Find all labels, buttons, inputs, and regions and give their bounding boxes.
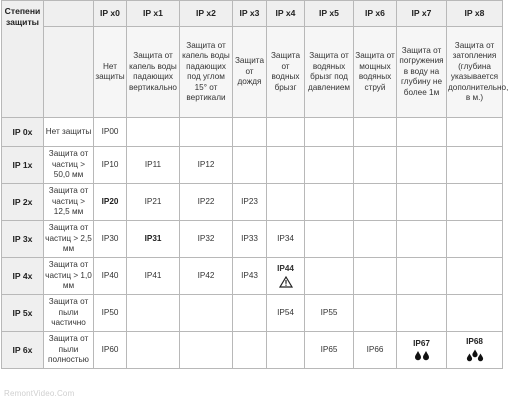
ip-cell	[267, 184, 305, 221]
corner-header: Степени защиты	[2, 1, 44, 118]
row-label: IP 0x	[2, 118, 44, 147]
ip-cell	[305, 118, 354, 147]
ip-cell	[305, 221, 354, 258]
ip-cell-ip68	[447, 332, 503, 369]
ip-cell	[354, 258, 397, 295]
row-desc: Защита от частиц > 1,0 мм	[44, 258, 94, 295]
ip-cell	[354, 221, 397, 258]
row-label: IP 4x	[2, 258, 44, 295]
table-row	[2, 295, 503, 332]
ip-cell: IP00	[94, 118, 127, 147]
ip68-label: IP68	[466, 337, 483, 347]
ip-cell	[127, 332, 180, 369]
ip-cell	[447, 221, 503, 258]
ip-cell: IP20	[94, 184, 127, 221]
warning-triangle-icon	[279, 276, 293, 288]
table-row	[2, 221, 503, 258]
ip-cell-ip44	[267, 258, 305, 295]
col-header: IP x5	[305, 1, 354, 27]
ip-cell	[397, 118, 447, 147]
ip-cell	[305, 184, 354, 221]
ip-cell	[180, 332, 233, 369]
ip-cell	[127, 118, 180, 147]
ip-cell	[180, 295, 233, 332]
ip-cell: IP10	[94, 147, 127, 184]
col-header: IP x3	[233, 1, 267, 27]
col-header: IP x0	[94, 1, 127, 27]
table-row	[2, 147, 503, 184]
ip-cell	[267, 147, 305, 184]
ip-cell	[354, 147, 397, 184]
ip-cell: IP31	[127, 221, 180, 258]
ip-cell	[305, 147, 354, 184]
ip-cell: IP66	[354, 332, 397, 369]
col-header: IP x4	[267, 1, 305, 27]
ip-cell: IP33	[233, 221, 267, 258]
col-header: IP x7	[397, 1, 447, 27]
ip-cell: IP34	[267, 221, 305, 258]
ip-cell: IP41	[127, 258, 180, 295]
ip-cell	[447, 118, 503, 147]
ip67-label: IP67	[413, 338, 430, 348]
table-row	[2, 332, 503, 369]
ip-cell-ip67	[397, 332, 447, 369]
two-drops-icon	[413, 350, 431, 361]
ip-cell	[447, 295, 503, 332]
row-desc: Защита от частиц > 50,0 мм	[44, 147, 94, 184]
col-header: IP x1	[127, 1, 180, 27]
ip-cell	[447, 258, 503, 295]
ip-cell	[397, 184, 447, 221]
ip-cell	[127, 295, 180, 332]
ip-cell: IP54	[267, 295, 305, 332]
ip-cell	[397, 147, 447, 184]
ip-cell	[397, 258, 447, 295]
ip-cell	[354, 184, 397, 221]
ip-cell	[447, 184, 503, 221]
ip-cell	[267, 332, 305, 369]
table-row	[2, 258, 503, 295]
row-desc: Защита от частиц > 12,5 мм	[44, 184, 94, 221]
row-label: IP 2x	[2, 184, 44, 221]
ip-cell: IP50	[94, 295, 127, 332]
col-desc: Защита от затопления (глубина указывается дополнительно, в м.)	[447, 27, 503, 118]
row-desc: Защита от частиц > 2,5 мм	[44, 221, 94, 258]
ip-cell	[233, 332, 267, 369]
col-desc: Защита от водных брызг	[267, 27, 305, 118]
col-header: IP x2	[180, 1, 233, 27]
empty-cell	[44, 27, 94, 118]
row-label: IP 6x	[2, 332, 44, 369]
ip-cell	[354, 295, 397, 332]
ip-cell	[397, 295, 447, 332]
ip-cell	[447, 147, 503, 184]
ip-cell: IP55	[305, 295, 354, 332]
ip-cell	[233, 147, 267, 184]
row-desc: Защита от пыли частично	[44, 295, 94, 332]
ip-cell: IP12	[180, 147, 233, 184]
ip-cell: IP43	[233, 258, 267, 295]
ip-cell: IP40	[94, 258, 127, 295]
ip-cell: IP32	[180, 221, 233, 258]
ip-cell	[180, 118, 233, 147]
ip-cell	[233, 295, 267, 332]
empty-header	[44, 1, 94, 27]
row-label: IP 3x	[2, 221, 44, 258]
row-label: IP 1x	[2, 147, 44, 184]
col-desc: Защита от погружения в воду на глубину не более 1м	[397, 27, 447, 118]
col-desc: Защита от дождя	[233, 27, 267, 118]
ip-cell	[305, 258, 354, 295]
col-desc: Защита от мощных водяных струй	[354, 27, 397, 118]
ip44-label: IP44	[277, 264, 294, 274]
col-desc: Защита от водяных брызг под давлением	[305, 27, 354, 118]
row-desc: Защита от пыли полностью	[44, 332, 94, 369]
row-desc: Нет защиты	[44, 118, 94, 147]
ip-cell	[233, 118, 267, 147]
ip-cell: IP60	[94, 332, 127, 369]
three-drops-icon	[465, 349, 485, 363]
col-desc: Нет защиты	[94, 27, 127, 118]
ip-cell: IP23	[233, 184, 267, 221]
table-row	[2, 118, 503, 147]
ip-cell: IP11	[127, 147, 180, 184]
ip-cell	[267, 118, 305, 147]
watermark: RemontVideo.Com	[4, 389, 75, 398]
ip-cell: IP30	[94, 221, 127, 258]
ip-cell	[354, 118, 397, 147]
col-desc: Защита от капель воды падающих вертикально	[127, 27, 180, 118]
ip-cell	[397, 221, 447, 258]
ip-cell: IP21	[127, 184, 180, 221]
col-header: IP x8	[447, 1, 503, 27]
ip-cell: IP42	[180, 258, 233, 295]
row-label: IP 5x	[2, 295, 44, 332]
col-header: IP x6	[354, 1, 397, 27]
ip-protection-table	[1, 0, 508, 369]
table-row	[2, 184, 503, 221]
ip-cell: IP65	[305, 332, 354, 369]
ip-cell: IP22	[180, 184, 233, 221]
col-desc: Защита от капель воды падающих под углом 15° от вертикали	[180, 27, 233, 118]
